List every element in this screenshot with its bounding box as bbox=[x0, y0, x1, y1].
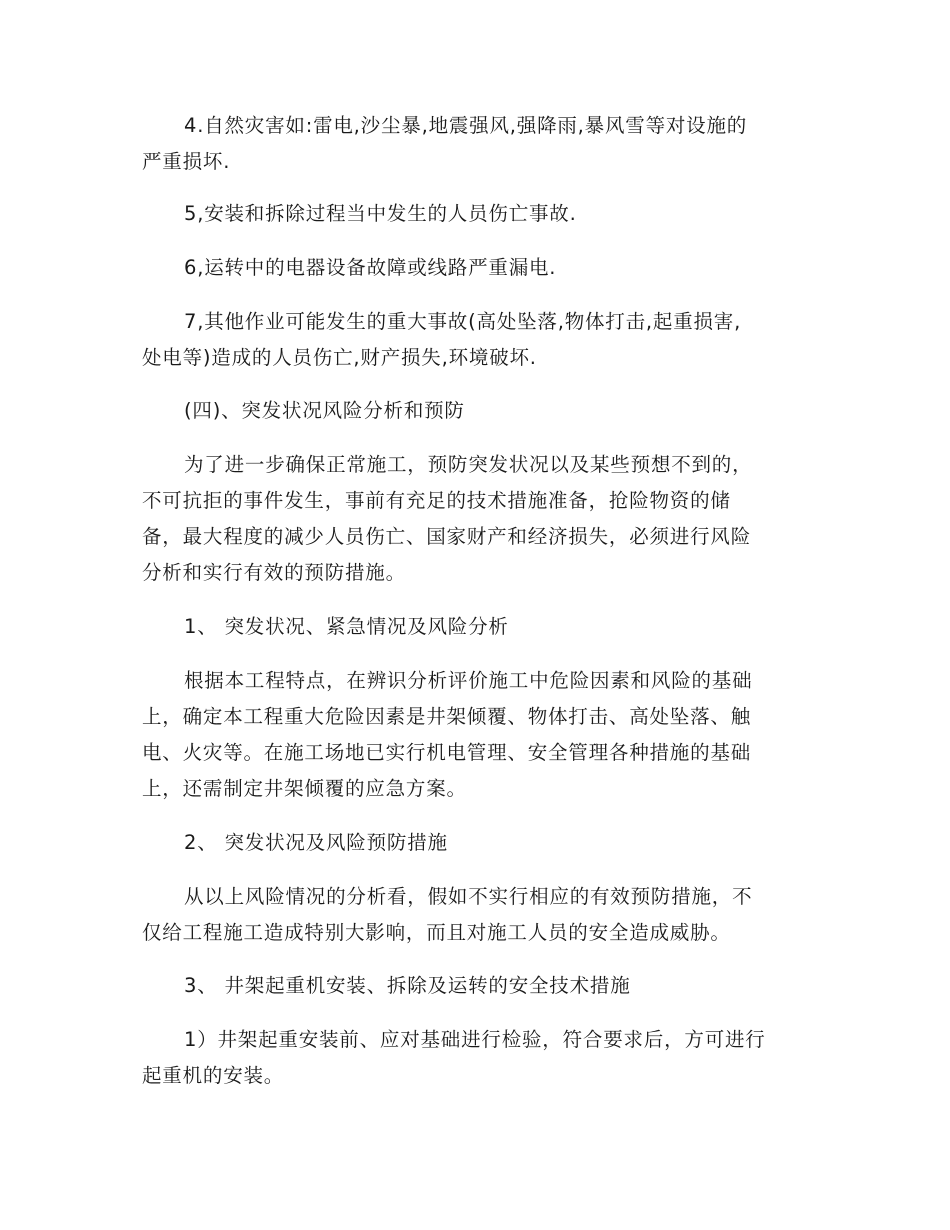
text-line: 2、 突发状况及风险预防措施 bbox=[184, 831, 448, 854]
subheading-emergency-analysis bbox=[142, 609, 806, 645]
text-line: 7,其他作业可能发生的重大事故(高处坠落,物体打击,起重损害, bbox=[184, 310, 742, 333]
text-line: 6,运转中的电器设备故障或线路严重漏电. bbox=[184, 256, 557, 279]
paragraph-electrical-faults bbox=[142, 250, 806, 286]
paragraph-foundation-inspection bbox=[142, 1022, 806, 1094]
text-line: (四)、突发状况风险分析和预防 bbox=[184, 399, 465, 422]
paragraph-risk-consequences bbox=[142, 879, 806, 951]
paragraph-natural-disasters bbox=[142, 108, 806, 180]
text-line: 仅给工程施工造成特别大影响，而且对施工人员的安全造成威胁。 bbox=[142, 921, 731, 944]
text-line: 上，还需制定井架倾覆的应急方案。 bbox=[142, 777, 467, 800]
section-heading-risk-analysis bbox=[142, 393, 806, 429]
subheading-prevention-measures bbox=[142, 825, 806, 861]
text-line: 5,安装和拆除过程当中发生的人员伤亡事故. bbox=[184, 202, 577, 225]
paragraph-hazard-identification bbox=[142, 663, 806, 807]
text-line: 1）井架起重安装前、应对基础进行检验，符合要求后，方可进行 bbox=[184, 1028, 766, 1051]
subheading-crane-safety bbox=[142, 968, 806, 1004]
text-line: 不可抗拒的事件发生，事前有充足的技术措施准备，抢险物资的储 bbox=[142, 489, 731, 512]
text-line: 4.自然灾害如:雷电,沙尘暴,地震强风,强降雨,暴风雪等对设施的 bbox=[184, 114, 748, 137]
text-line: 根据本工程特点，在辨识分析评价施工中危险因素和风险的基础 bbox=[184, 669, 753, 692]
text-line: 从以上风险情况的分析看，假如不实行相应的有效预防措施，不 bbox=[184, 885, 753, 908]
paragraph-purpose bbox=[142, 447, 806, 591]
text-line: 3、 井架起重机安装、拆除及运转的安全技术措施 bbox=[184, 974, 631, 997]
text-line: 1、 突发状况、紧急情况及风险分析 bbox=[184, 615, 509, 638]
text-line: 为了进一步确保正常施工，预防突发状况以及某些预想不到的， bbox=[184, 453, 753, 476]
text-line: 电、火灾等。在施工场地已实行机电管理、安全管理各种措施的基础 bbox=[142, 741, 752, 764]
text-line: 分析和实行有效的预防措施。 bbox=[142, 561, 406, 584]
text-line: 处电等)造成的人员伤亡,财产损失,环境破坏. bbox=[142, 346, 537, 369]
paragraph-other-accidents bbox=[142, 304, 806, 376]
paragraph-installation-accidents bbox=[142, 196, 806, 232]
text-line: 严重损坏. bbox=[142, 150, 231, 173]
text-line: 起重机的安装。 bbox=[142, 1064, 285, 1087]
text-line: 上，确定本工程重大危险因素是井架倾覆、物体打击、高处坠落、触 bbox=[142, 705, 752, 728]
text-line: 备，最大程度的减少人员伤亡、国家财产和经济损失，必须进行风险 bbox=[142, 525, 752, 548]
